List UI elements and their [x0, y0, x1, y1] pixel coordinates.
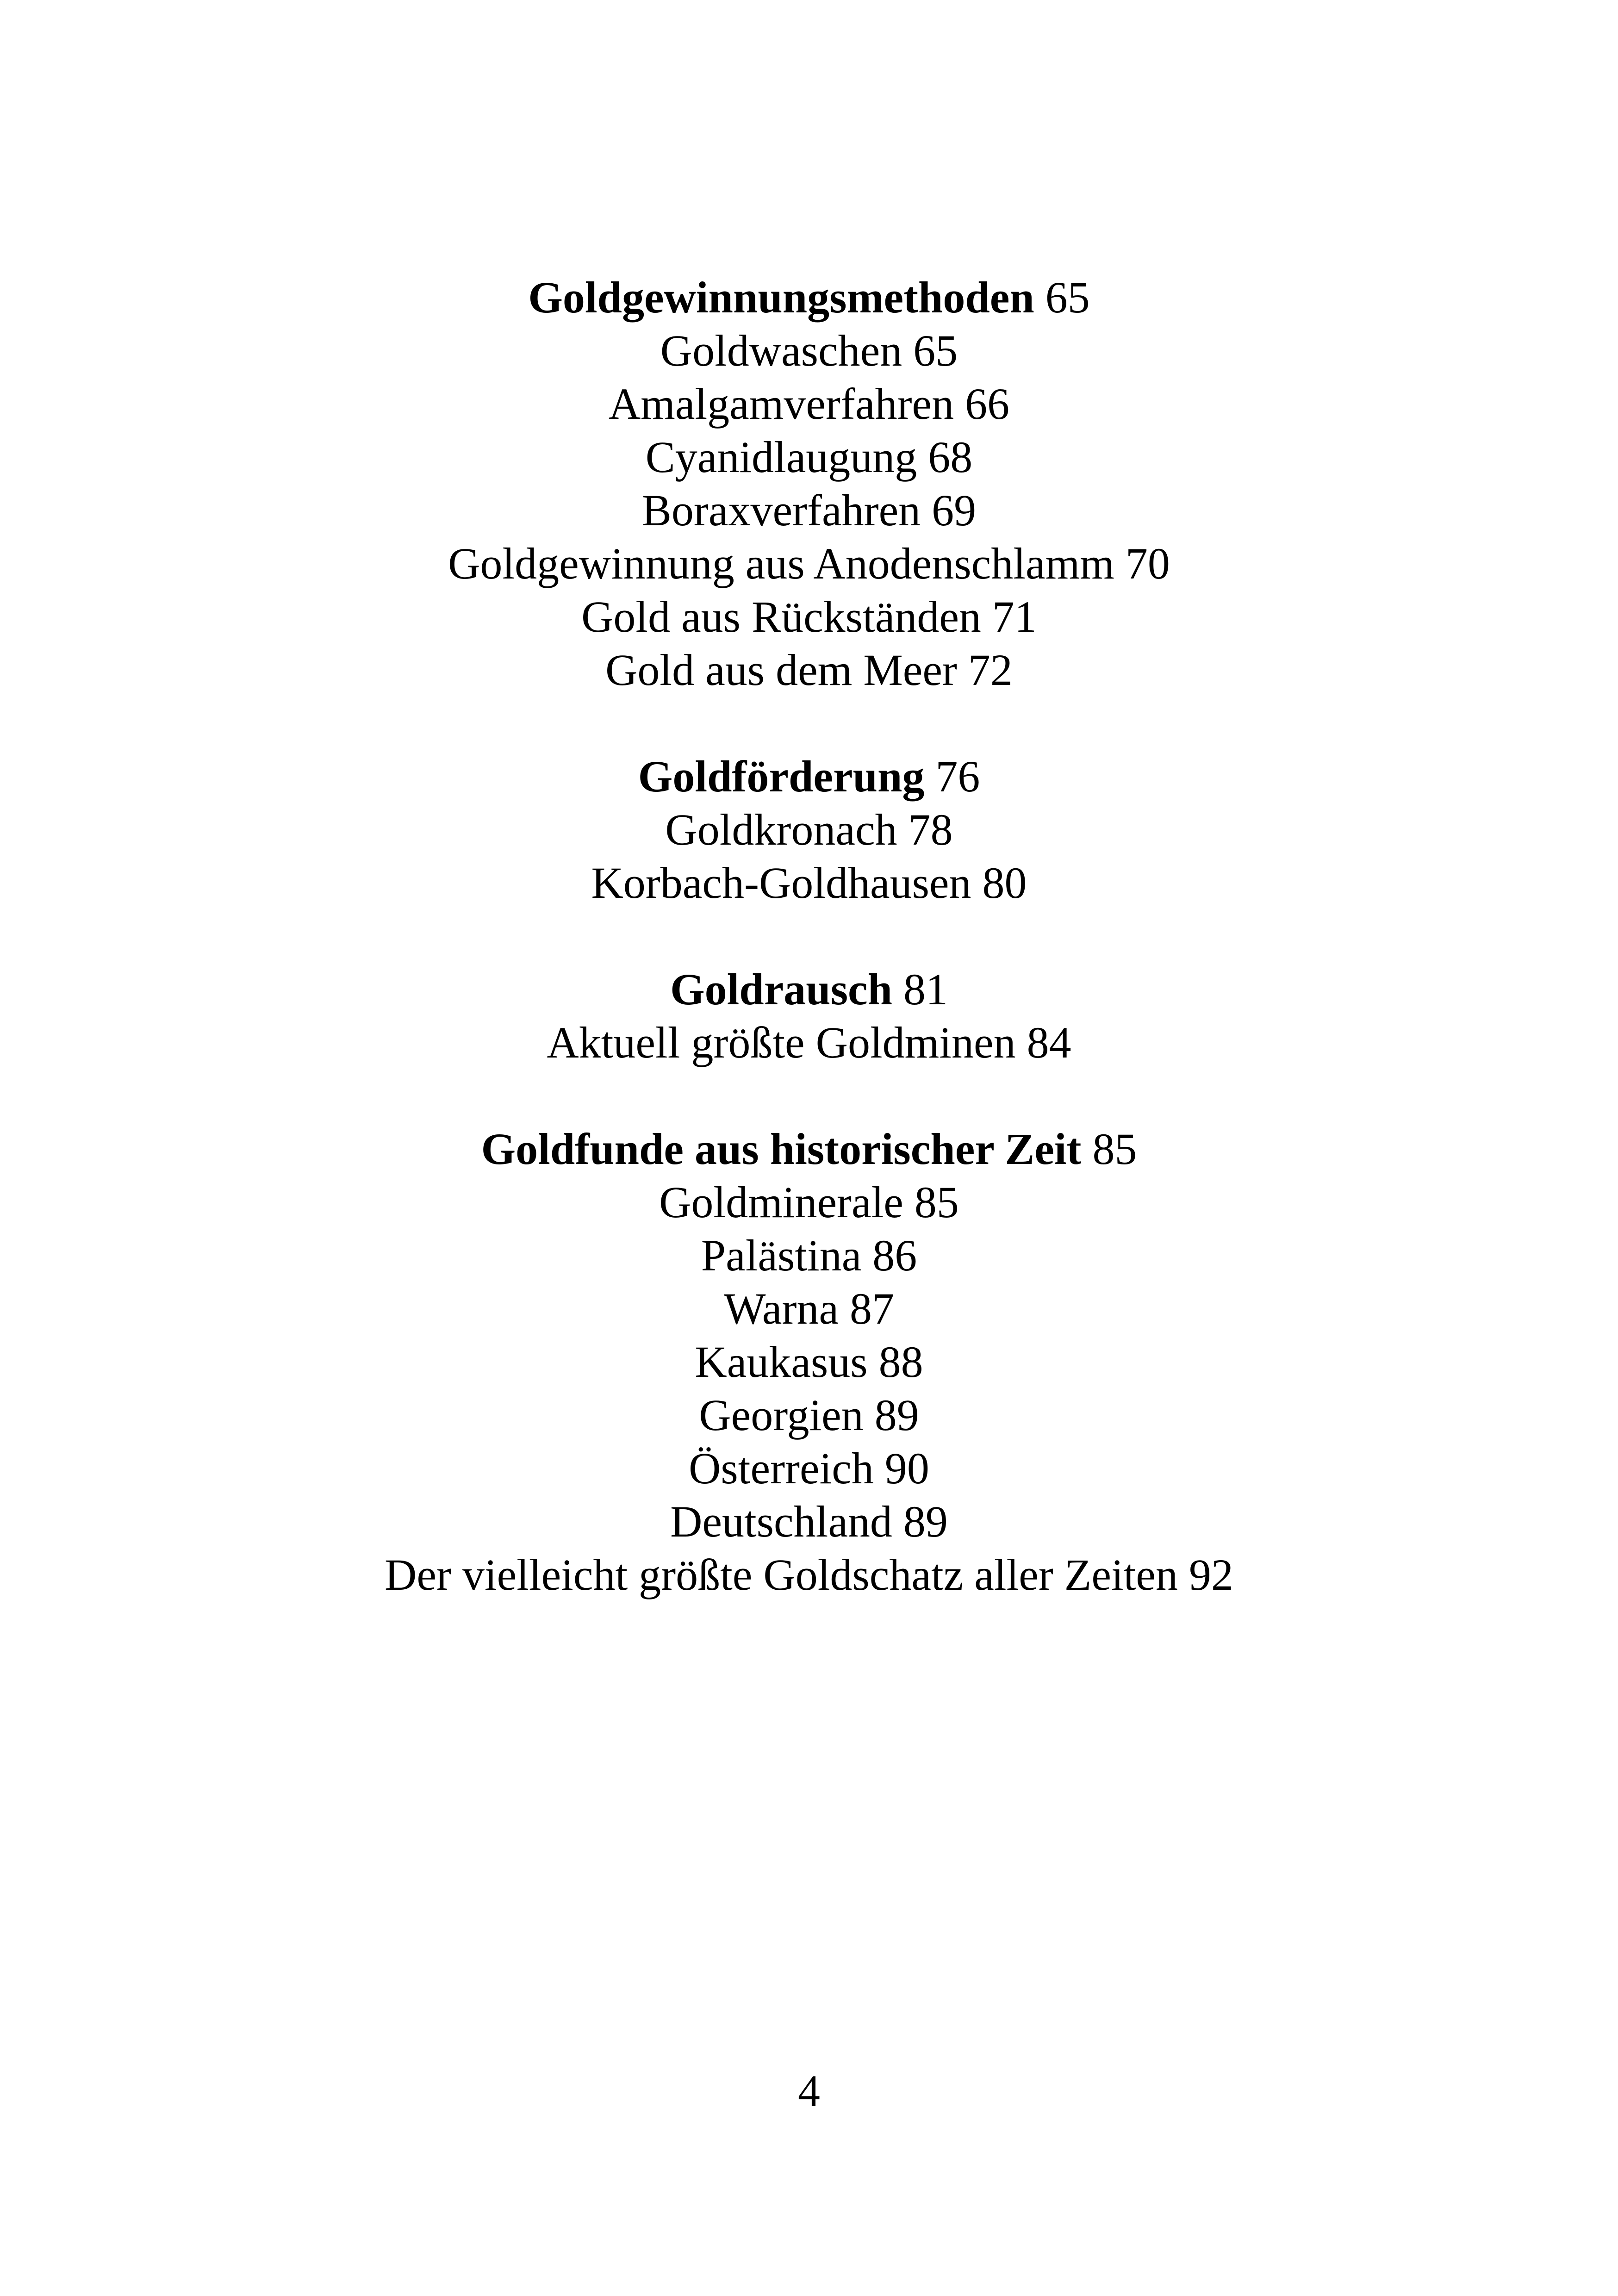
toc-entry: Der vielleicht größte Goldschatz aller Zeiten 92	[385, 1550, 1233, 1599]
section-heading	[0, 1122, 1618, 1176]
section-spacer	[0, 909, 1618, 963]
toc-entry: Palästina 86	[701, 1231, 917, 1280]
toc-entry: Goldgewinnung aus Anodenschlamm 70	[448, 539, 1170, 588]
toc-entry: Kaukasus 88	[695, 1337, 923, 1387]
toc-entry: Goldminerale 85	[659, 1177, 959, 1227]
toc-entry: Georgien 89	[699, 1390, 919, 1440]
toc-entry: Amalgamverfahren 66	[608, 379, 1010, 429]
toc-entry: Korbach-Goldhausen 80	[591, 858, 1027, 908]
page-number: 4	[798, 2066, 820, 2116]
toc-entry: Aktuell größte Goldminen 84	[547, 1018, 1071, 1067]
section-heading-title: Goldfunde aus historischer Zeit	[481, 1124, 1082, 1174]
toc-entry: Cyanidlaugung 68	[645, 432, 973, 482]
section-heading-page: 81	[903, 964, 948, 1014]
section-heading-title: Goldgewinnungsmethoden	[528, 273, 1034, 322]
section-heading	[0, 963, 1618, 1016]
toc-entry: Österreich 90	[689, 1444, 929, 1493]
section-heading-page: 76	[935, 752, 980, 801]
toc-entry: Boraxverfahren 69	[641, 485, 977, 535]
section-heading-page: 65	[1045, 273, 1090, 322]
section-heading-page: 85	[1092, 1124, 1137, 1174]
section-heading	[0, 271, 1618, 324]
section-heading-title: Goldförderung	[638, 752, 925, 801]
section-heading-title: Goldrausch	[670, 964, 893, 1014]
section-heading	[0, 750, 1618, 803]
toc-entry: Warna 87	[723, 1284, 895, 1333]
table-of-contents	[0, 271, 1618, 1601]
section-spacer	[0, 697, 1618, 750]
toc-entry: Goldkronach 78	[665, 805, 953, 854]
toc-entry: Gold aus Rückständen 71	[581, 592, 1037, 641]
toc-entry: Goldwaschen 65	[660, 326, 958, 375]
section-spacer	[0, 1069, 1618, 1122]
toc-entry: Gold aus dem Meer 72	[605, 645, 1013, 695]
toc-entry: Deutschland 89	[670, 1497, 948, 1546]
